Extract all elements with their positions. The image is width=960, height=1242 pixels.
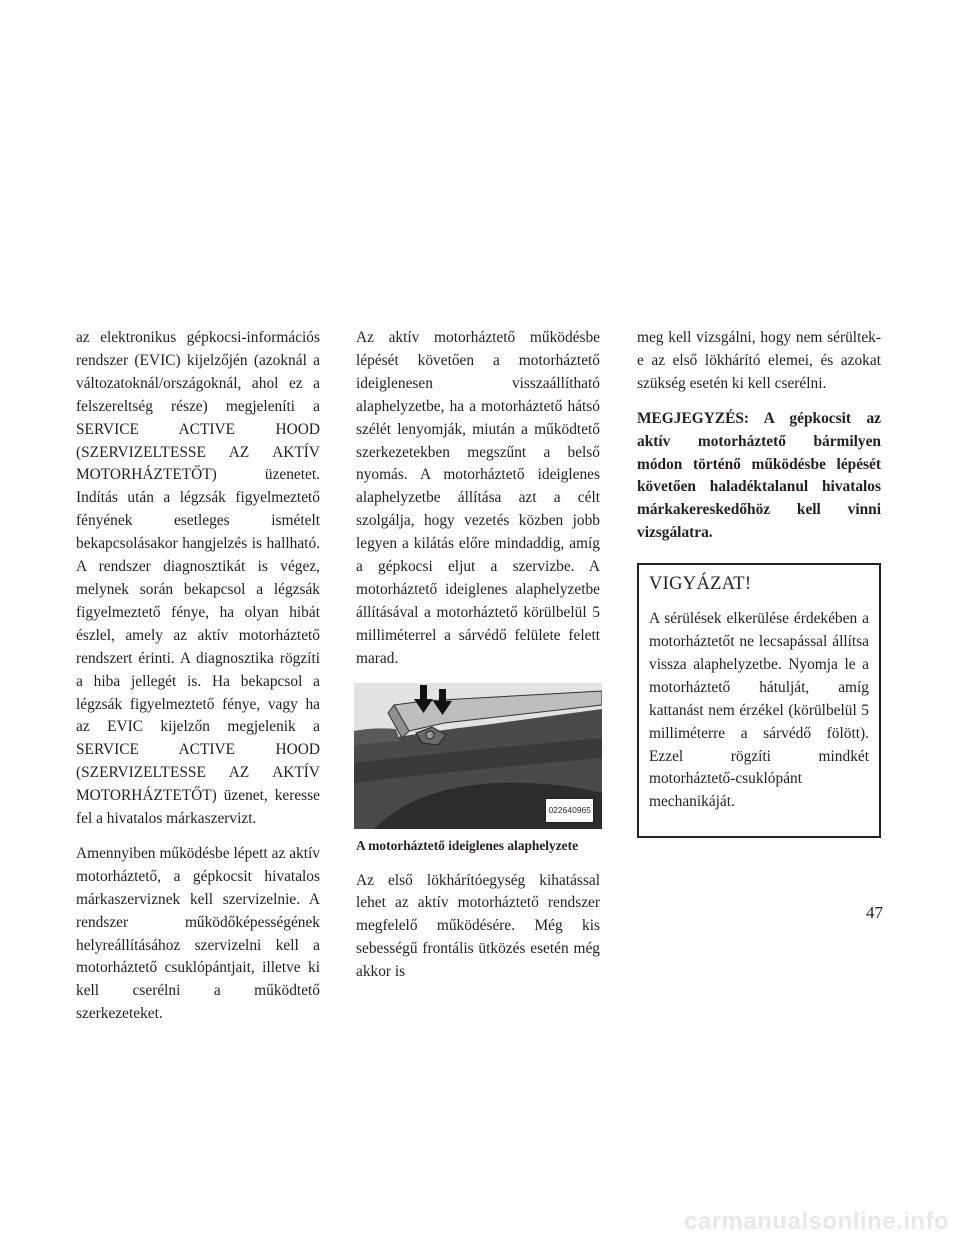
paragraph-inspection: meg kell vizsgálni, hogy nem sérültek-e az első lökhárító elemei, és azokat szükség esetén ki kell cserélni. bbox=[637, 329, 881, 392]
warning-title: VIGYÁZAT! bbox=[649, 574, 752, 595]
note-paragraph: MEGJEGYZÉS: A gépkocsit az aktív motorháztető bármilyen módon történő működésbe lépését követően haladéktalanul hivatalos márkakereskedőhöz kell vinni vizsgálatra. bbox=[637, 409, 881, 542]
hood-position-figure bbox=[354, 683, 602, 829]
page-number: 47 bbox=[866, 903, 883, 922]
warning-text: A sérülések elkerülése érdekében a motorháztetőt ne lecsapással állítsa vissza alaphelyzetbe. Nyomja le a motorháztető hátulját, amíg kattanást nem érzékel (körülbelül 5 milliméterre a sárvédő fölött). Ezzel rögzíti mindkét motorháztető-csuklópánt mechanikáját. bbox=[649, 610, 869, 811]
paragraph-service-required: Amennyiben működésbe lépett az aktív motorháztető, a gépkocsit hivatalos márkaszerviznek kell szervizelnie. A rendszer működőképességének helyreállításához szervizelni kell a motorháztető csuklópántjait, illetve ki kell cserélni a működtető szerkezeteket. bbox=[76, 844, 320, 1023]
paragraph-temporary-reset: Az aktív motorháztető működésbe lépését követően a motorháztető ideiglenesen visszaállítható alaphelyzetbe, ha a motorháztető hátsó szélét lenyomják, miután a működtető szerkezetekben megszűnt a belső nyomás. A motorháztető ideiglenes alaphelyzetbe állítása azt a célt szolgálja, hogy vezetés közben jobb legyen a kilátás előre mindaddig, amíg a gépkocsi eljut a szervizbe. A motorháztető ideiglenes alaphelyzetbe állításával a motorháztető körülbelül 5 milliméterrel a sárvédő felülete felett marad. bbox=[356, 329, 600, 667]
figure-code: 022640965 bbox=[545, 798, 594, 823]
paragraph-bumper-impact: Az első lökhárítóegység kihatással lehet az aktív motorháztető rendszer megfelelő működésére. Még kis sebességű frontális ütközés esetén még akkor is bbox=[356, 871, 600, 981]
watermark: carmanualsonline.info bbox=[684, 1208, 950, 1235]
figure-caption: A motorháztető ideiglenes alaphelyzete bbox=[356, 837, 579, 853]
paragraph-evic-message: az elektronikus gépkocsi-információs rendszer (EVIC) kijelzőjén (azoknál a változatoknál/országoknál, ahol ez a felszereltség része) megjeleníti a SERVICE ACTIVE HOOD (SZERVIZELTESSE AZ AKTÍV MOTORHÁZTETŐT) üzenetet. Indítás után a légzsák figyelmeztető fényének esetleges ismételt bekapcsolásakor hangjelzés is hallható. A rendszer diagnosztikát is végez, melynek során bekapcsol a légzsák figyelmeztető fénye, ha olyan hibát észlel, amely az aktív motorháztető rendszert érinti. A diagnosztika rögzíti a hiba jellegét is. Ha bekapcsol a légzsák figyelmeztető fénye, vagy ha az EVIC kijelzőn megjelenik a SERVICE ACTIVE HOOD (SZERVIZELTESSE AZ AKTÍV MOTORHÁZTETŐT) üzenet, keresse fel a hivatalos márkaszervizt. bbox=[76, 329, 320, 828]
text-column-3 bbox=[637, 327, 881, 838]
text-column-1 bbox=[76, 327, 320, 1038]
down-arrow-icon bbox=[414, 685, 433, 713]
down-arrow-icon bbox=[433, 689, 452, 715]
warning-box bbox=[637, 563, 881, 838]
text-column-2 bbox=[356, 327, 600, 996]
